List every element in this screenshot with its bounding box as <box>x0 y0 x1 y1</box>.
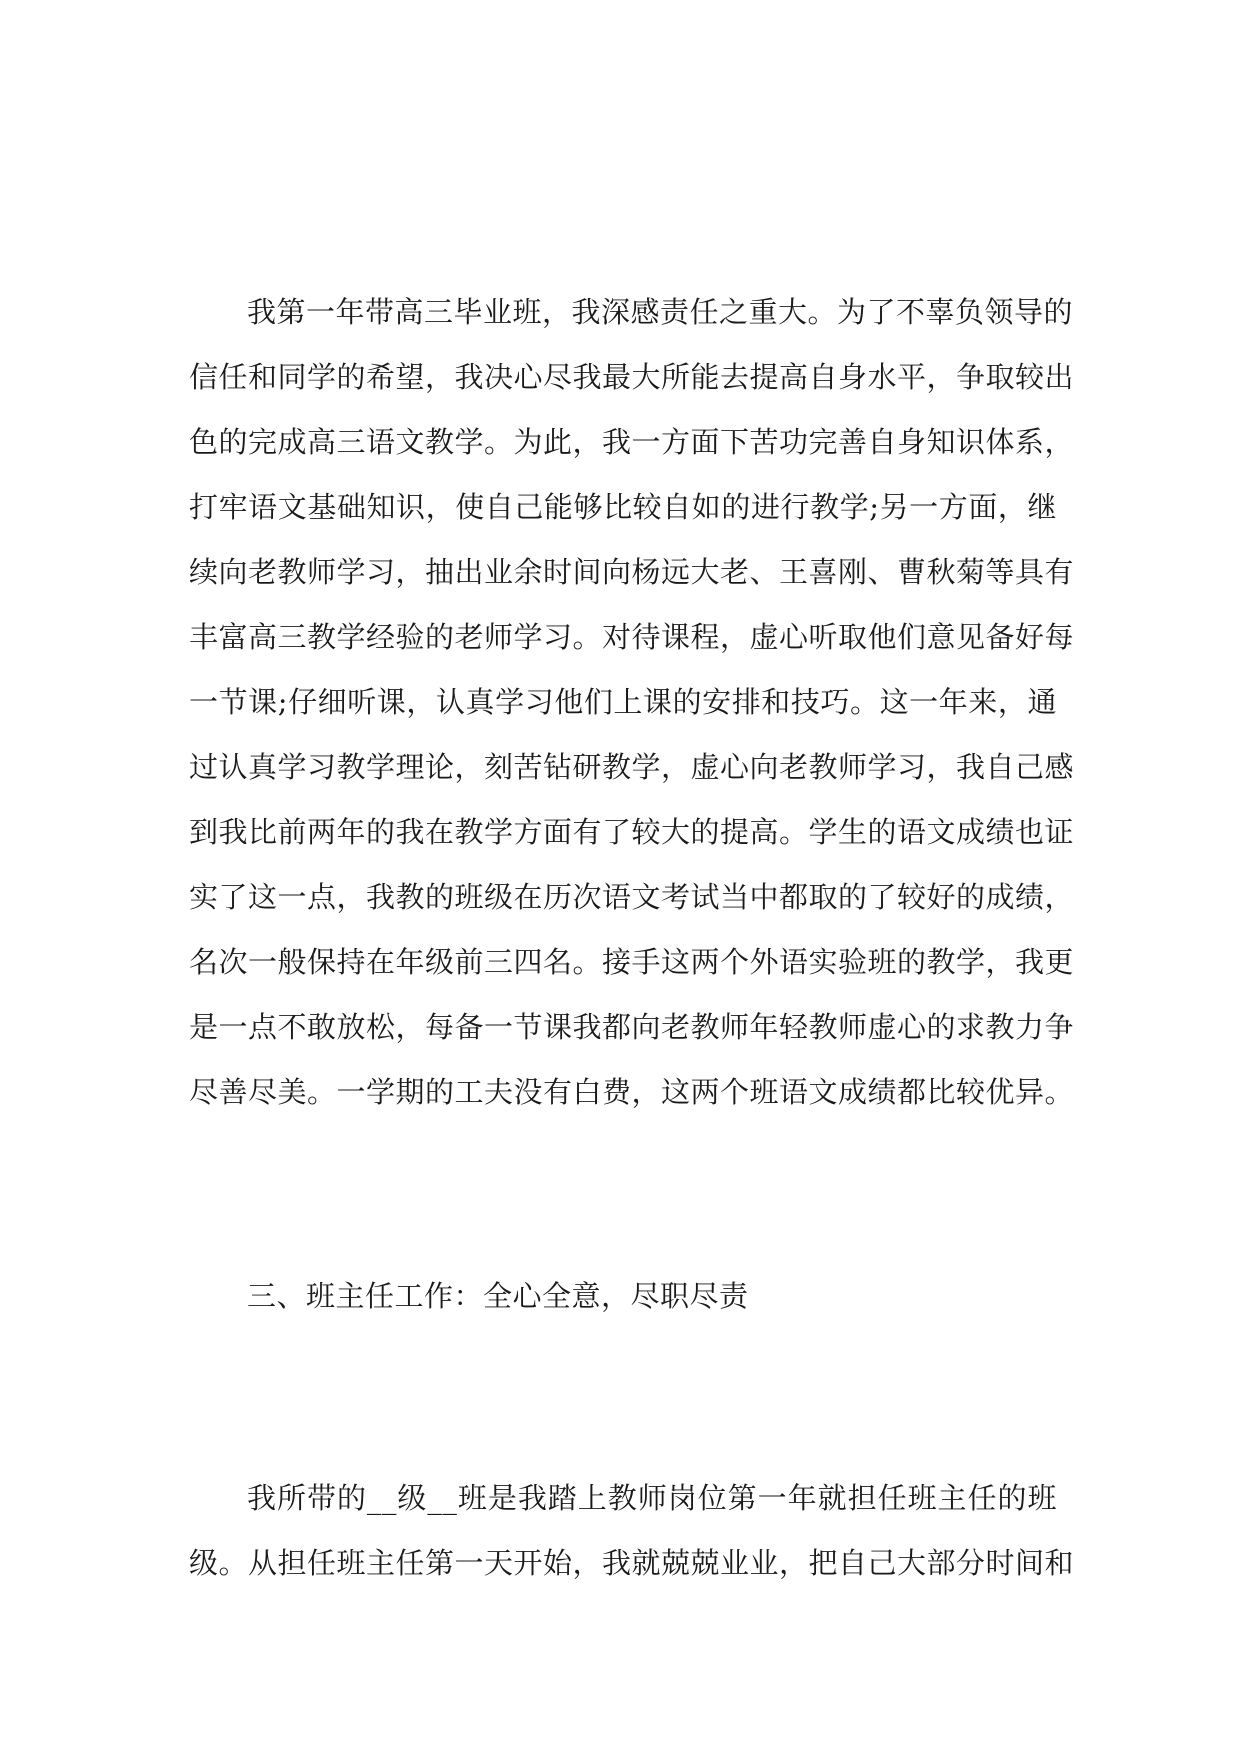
paragraph-line: 到我比前两年的我在教学方面有了较大的提高。学生的语文成绩也证 <box>189 815 1075 849</box>
paragraph-line: 信任和同学的希望，我决心尽我最大所能去提高自身水平，争取较出 <box>189 360 1075 394</box>
paragraph-line: 是一点不敢放松，每备一节课我都向老教师年轻教师虚心的求教力争 <box>189 1010 1075 1044</box>
paragraph-line: 我所带的__级__班是我踏上教师岗位第一年就担任班主任的班 <box>247 1481 1057 1515</box>
paragraph-teaching <box>189 280 1075 1125</box>
paragraph-line: 我第一年带高三毕业班，我深感责任之重大。为了不辜负领导的 <box>247 295 1074 329</box>
paragraph-head-teacher <box>189 1466 1075 1596</box>
paragraph-line: 级。从担任班主任第一天开始，我就兢兢业业，把自己大部分时间和 <box>189 1546 1075 1580</box>
paragraph-line: 名次一般保持在年级前三四名。接手这两个外语实验班的教学，我更 <box>189 945 1075 979</box>
paragraph-line: 丰富高三教学经验的老师学习。对待课程，虚心听取他们意见备好每 <box>189 620 1075 654</box>
paragraph-line: 打牢语文基础知识，使自己能够比较自如的进行教学;另一方面，继 <box>189 490 1057 524</box>
paragraph-line: 续向老教师学习，抽出业余时间向杨远大老、王喜刚、曹秋菊等具有 <box>189 555 1075 589</box>
paragraph-line: 一节课;仔细听课，认真学习他们上课的安排和技巧。这一年来，通 <box>189 685 1057 719</box>
paragraph-line: 实了这一点，我教的班级在历次语文考试当中都取的了较好的成绩， <box>189 880 1075 914</box>
paragraph-line: 色的完成高三语文教学。为此，我一方面下苦功完善自身知识体系， <box>189 425 1075 459</box>
paragraph-line: 尽善尽美。一学期的工夫没有白费，这两个班语文成绩都比较优异。 <box>189 1075 1075 1109</box>
paragraph-line: 过认真学习教学理论，刻苦钻研教学，虚心向老教师学习，我自己感 <box>189 750 1075 784</box>
section-heading-container <box>189 1264 1057 1329</box>
section-heading: 三、班主任工作：全心全意，尽职尽责 <box>247 1279 749 1313</box>
